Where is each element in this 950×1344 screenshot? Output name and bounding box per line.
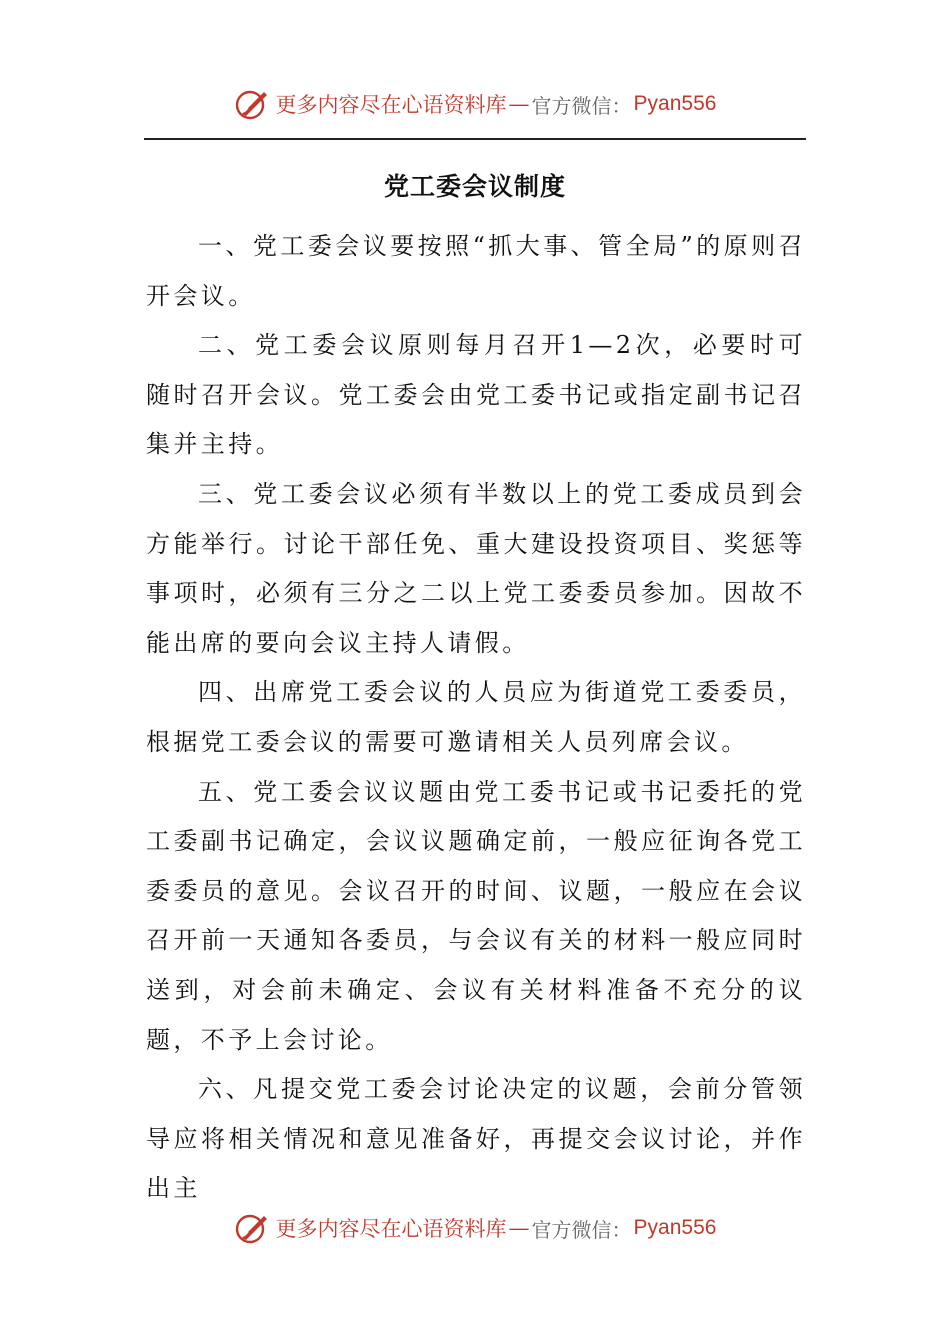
quill-logo-icon [234, 86, 270, 122]
header-banner [0, 82, 950, 126]
header-divider [144, 138, 806, 140]
site-name: 更多内容尽在心语资料库 [275, 93, 507, 117]
paragraph-5: 五、党工委会议议题由党工委书记或书记委托的党工委副书记确定，会议议题确定前，一般应征询各党工委委员的意见。会议召开的时间、议题，一般应在会议召开前一天通知各委员，与会议有关的材料一般应同时送到，对会前未确定、会议有关材料准备不充分的议题，不予上会讨论。 [146, 777, 806, 1054]
paragraph-6: 六、凡提交党工委会讨论决定的议题，会前分管领导应将相关情况和意见准备好，再提交会议讨论，并作出主 [146, 1075, 806, 1203]
quill-logo-icon [234, 1210, 270, 1246]
wechat-label: 官方微信： [531, 1217, 632, 1242]
document-body [146, 222, 806, 1214]
paragraph-2: 二、党工委会议原则每月召开1—2次，必要时可随时召开会议。党工委会由党工委书记或指定副书记召集并主持。 [146, 331, 806, 459]
separator: — [508, 1216, 530, 1240]
document-title: 党工委会议制度 [383, 171, 566, 201]
site-name: 更多内容尽在心语资料库 [275, 1217, 507, 1241]
paragraph-3: 三、党工委会议必须有半数以上的党工委成员到会方能举行。讨论干部任免、重大建设投资项目、奖惩等事项时，必须有三分之二以上党工委委员参加。因故不能出席的要向会议主持人请假。 [146, 479, 806, 657]
paragraph-1: 一、党工委会议要按照“抓大事、管全局”的原则召开会议。 [146, 232, 806, 310]
wechat-label: 官方微信： [531, 93, 632, 118]
wechat-id: Pyan556 [633, 92, 717, 115]
footer-banner [0, 1206, 950, 1250]
paragraph-4: 四、出席党工委会议的人员应为街道党工委委员，根据党工委会议的需要可邀请相关人员列席会议。 [146, 678, 806, 756]
wechat-id: Pyan556 [633, 1216, 717, 1239]
separator: — [508, 92, 530, 116]
